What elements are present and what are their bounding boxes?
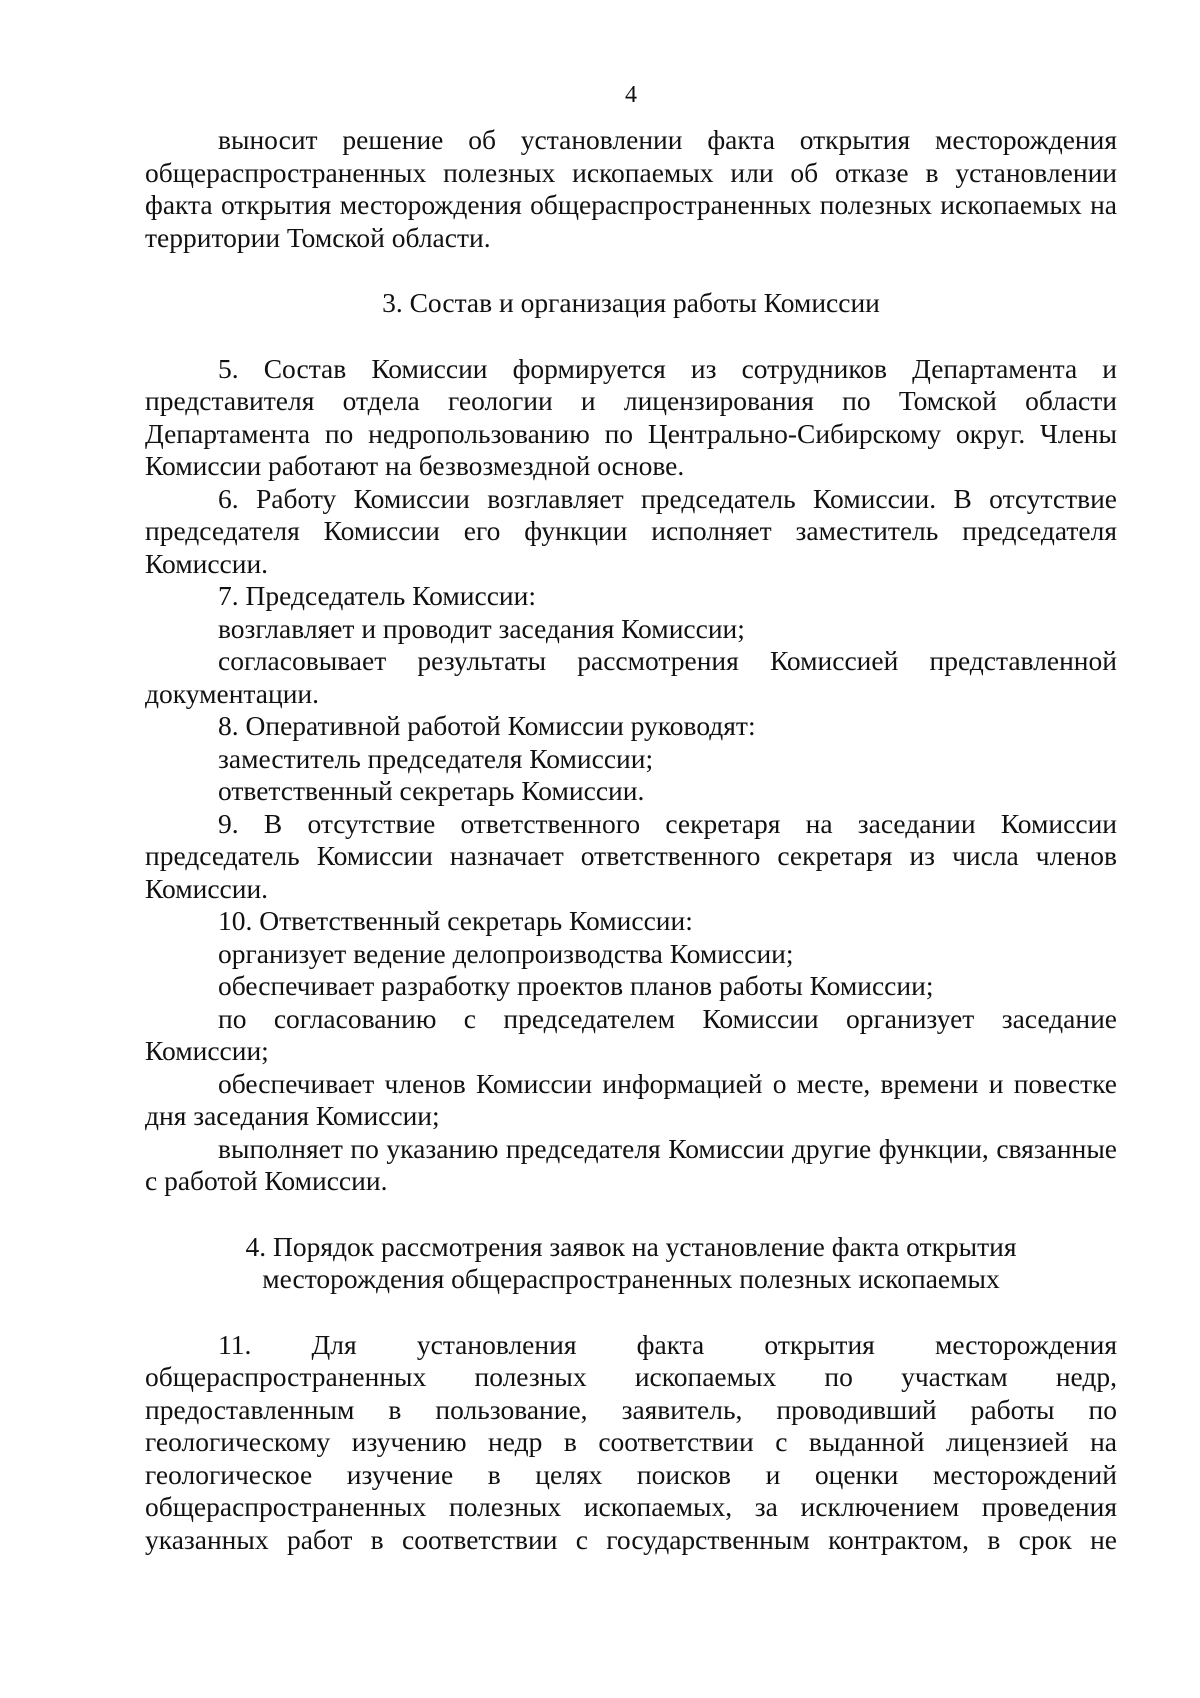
paragraph-10-item-2: обеспечивает разработку проектов планов работы Комиссии; — [218, 970, 934, 1001]
document-page — [145, 78, 1117, 1556]
paragraph-10-item-4: обеспечивает членов Комиссии информацией о месте, времени и повестке дня заседания Комиссии; — [145, 1067, 1117, 1131]
paragraph-10-item-5: выполняет по указанию председателя Комиссии другие функции, связанные с работой Комиссии. — [145, 1132, 1117, 1196]
paragraph-7: 7. Председатель Комиссии: — [218, 580, 536, 611]
section-4-title — [145, 1231, 1117, 1296]
section-4-title-line-2: месторождения общераспространенных полезных ископаемых — [262, 1263, 1000, 1294]
paragraph-5: 5. Состав Комиссии формируется из сотрудников Департамента и представителя отдела геологии и лицензирования по Томской области Департамента по недропользованию по Центрально-Сибирскому округ. Члены Комиссии работают на безвозмездной основе. — [145, 352, 1117, 481]
paragraph-8-item-1: заместитель председателя Комиссии; — [218, 742, 654, 774]
paragraph-6: 6. Работу Комиссии возглавляет председатель Комиссии. В отсутствие председателя Комиссии его функции исполняет заместитель председателя Комиссии. — [145, 482, 1117, 579]
section-3-title: 3. Состав и организация работы Комиссии — [382, 287, 880, 318]
paragraph-10: 10. Ответственный секретарь Комиссии: — [218, 905, 693, 936]
paragraph-8: 8. Оперативной работой Комиссии руководят: — [218, 710, 756, 741]
page-number: 4 — [625, 82, 637, 108]
paragraph-7-item-2: согласовывает результаты рассмотрения Комиссией представленной документации. — [145, 645, 1117, 709]
intro-paragraph: выносит решение об установлении факта открытия месторождения общераспространенных полезных ископаемых или об отказе в установлении факта открытия месторождения общераспространенных полезных ископаемых на территории Томской области. — [145, 124, 1117, 253]
section-4-title-line-1: 4. Порядок рассмотрения заявок на установление факта открытия — [245, 1230, 1017, 1262]
paragraph-10-item-1: организует ведение делопроизводства Комиссии; — [218, 937, 794, 969]
paragraph-9: 9. В отсутствие ответственного секретаря на заседании Комиссии председатель Комиссии назначает ответственного секретаря из числа членов Комиссии. — [145, 807, 1117, 904]
paragraph-8-item-2: ответственный секретарь Комиссии. — [218, 775, 645, 806]
paragraph-7-item-1: возглавляет и проводит заседания Комиссии; — [218, 612, 745, 644]
paragraph-11: 11. Для установления факта открытия месторождения общераспространенных полезных ископаемых по участкам недр, предоставленным в пользование, заявитель, проводивший работы по геологическому изучению недр в соответствии с выданной лицензией на геологическое изучение в целях поисков и оценки месторождений общераспространенных полезных ископаемых, за исключением проведения указанных работ в соответствии с государственным контрактом, в срок не — [145, 1328, 1117, 1555]
paragraph-10-item-3: по согласованию с председателем Комиссии организует заседание Комиссии; — [145, 1002, 1117, 1066]
